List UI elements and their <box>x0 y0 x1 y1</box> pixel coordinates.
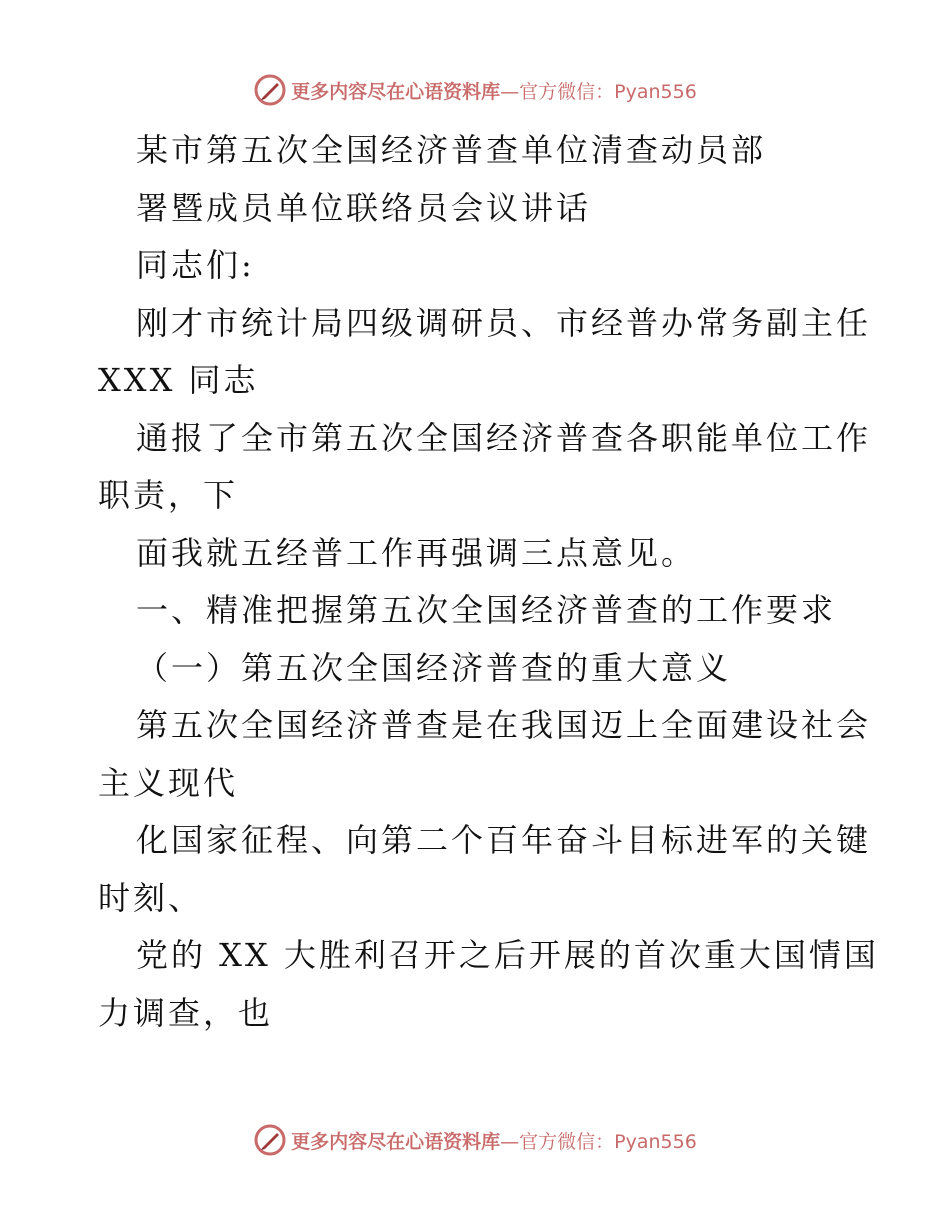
document-body <box>98 122 879 1042</box>
paragraph-line: 面我就五经普工作再强调三点意见。 <box>136 533 697 572</box>
banner-separator: — <box>500 80 520 103</box>
pen-swirl-icon <box>253 73 287 107</box>
banner-text <box>291 1127 697 1154</box>
paragraph-line: 职责，下 <box>98 476 239 514</box>
subsection-heading: （一）第五次全国经济普查的重大意义 <box>136 648 732 687</box>
paragraph-line: 时刻、 <box>98 878 204 917</box>
section-heading: 一、精准把握第五次全国经济普查的工作要求 <box>136 591 837 629</box>
header-banner <box>0 70 950 110</box>
banner-text <box>291 77 697 104</box>
paragraph-line: 化国家征程、向第二个百年奋斗目标进军的关键 <box>136 821 872 859</box>
paragraph-line: 通报了全市第五次全国经济普查各职能单位工作 <box>136 418 872 457</box>
banner-suffix: 官方微信：Pyan556 <box>519 80 697 103</box>
paragraph-line: XXX 同志 <box>98 361 259 399</box>
paragraph-line: 力调查，也 <box>98 993 274 1032</box>
paragraph-line: 主义现代 <box>98 763 239 802</box>
footer-banner <box>0 1120 950 1160</box>
banner-suffix: 官方微信：Pyan556 <box>519 1130 697 1153</box>
title-line-2: 署暨成员单位联络员会议讲话 <box>136 188 592 227</box>
paragraph-line: 刚才市统计局四级调研员、市经普办常务副主任 <box>136 303 872 342</box>
title-line-1: 某市第五次全国经济普查单位清查动员部 <box>136 131 767 169</box>
pen-swirl-icon <box>253 1123 287 1157</box>
banner-separator: — <box>500 1130 520 1153</box>
paragraph-line: 第五次全国经济普查是在我国迈上全面建设社会 <box>136 706 872 744</box>
banner-brand: 更多内容尽在心语资料库 <box>291 80 501 103</box>
paragraph-line: 党的 XX 大胜利召开之后开展的首次重大国情国 <box>136 936 879 974</box>
banner-brand: 更多内容尽在心语资料库 <box>291 1130 501 1153</box>
salutation: 同志们: <box>136 246 255 284</box>
